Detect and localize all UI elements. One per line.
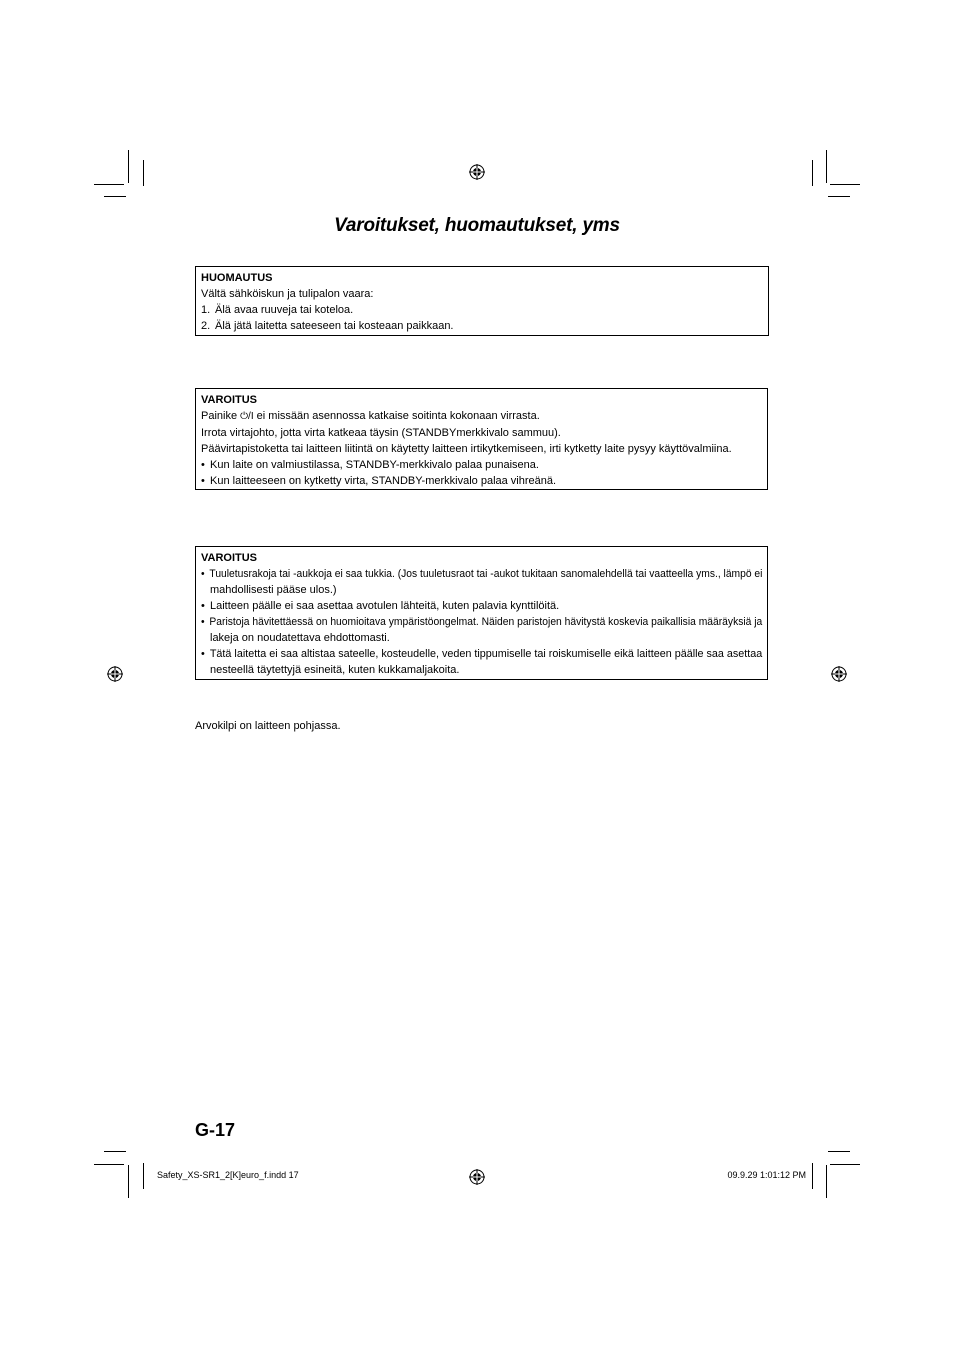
crop-mark: [830, 184, 860, 185]
bullet-item: • Kun laite on valmiustilassa, STANDBY-merkkivalo palaa punaisena.: [201, 457, 762, 473]
crop-mark: [826, 1165, 827, 1198]
notice-box: [195, 266, 769, 336]
warning-text-part: Painike: [201, 410, 238, 422]
notice-heading: HUOMAUTUS: [201, 272, 273, 284]
item-number: 2.: [201, 320, 211, 332]
crop-mark: [812, 160, 813, 186]
crop-mark: [128, 150, 129, 183]
crop-mark: [143, 1163, 144, 1189]
bullet-item: • Laitteen päälle ei saa asettaa avotulen lähteitä, kuten palavia kynttilöitä.: [201, 598, 762, 614]
bullet-item: • Tuuletusrakoja tai -aukkoja ei saa tukkia. (Jos tuuletusraot tai -aukot tukitaan sanomalehdellä tai vaatteella yms., lämpö ei: [201, 566, 726, 582]
page-number: G-17: [195, 1120, 236, 1140]
crop-mark: [143, 160, 144, 186]
crop-mark: [104, 196, 126, 197]
slug-timestamp: 09.9.29 1:01:12 PM: [727, 1170, 806, 1180]
crop-mark: [128, 1165, 129, 1198]
bullet-continuation: nesteellä täytettyjä esineitä, kuten kukkamaljakoita.: [210, 664, 460, 676]
numbered-item: [201, 318, 763, 334]
registration-mark-icon: [107, 666, 123, 682]
rating-plate-note: Arvokilpi on laitteen pohjassa.: [195, 720, 341, 732]
numbered-item: [201, 302, 763, 318]
crop-mark: [94, 184, 124, 185]
crop-mark: [828, 1151, 850, 1152]
registration-mark-icon: [469, 164, 485, 180]
item-number: 1.: [201, 304, 211, 316]
crop-mark: [94, 1164, 124, 1165]
registration-mark-icon: [469, 1169, 485, 1185]
crop-mark: [104, 1151, 126, 1152]
bullet-continuation: mahdollisesti pääse ulos.): [210, 584, 337, 596]
bullet-item: • Paristoja hävitettäessä on huomioitava ympäristöongelmat. Näiden paristojen hävitystä koskevia paikallisia määräyksiä ja: [201, 614, 727, 630]
crop-mark: [812, 1163, 813, 1189]
warning-text: Päävirtapistoketta tai laitteen liitintä on käytetty laitteen irtikytkemiseen, irti kytketty laite pysyy käyttövalmiina.: [201, 443, 732, 455]
warning-heading: VAROITUS: [201, 394, 258, 406]
crop-mark: [828, 196, 850, 197]
crop-mark: [826, 150, 827, 183]
warning-text: Irrota virtajohto, jotta virta katkeaa täysin (STANDBYmerkkivalo sammuu).: [201, 427, 561, 439]
bullet-continuation: lakeja on noudatettava ehdottomasti.: [210, 632, 390, 644]
warning-text: [201, 408, 762, 425]
item-text: Älä jätä laitetta sateeseen tai kosteaan paikkaan.: [215, 320, 454, 332]
warning-text-part: ei missään asennossa katkaise soitinta kokonaan virrasta.: [256, 410, 540, 422]
warning-box-safety: [195, 546, 768, 680]
bullet-item: • Kun laitteeseen on kytketty virta, STANDBY-merkkivalo palaa vihreänä.: [201, 473, 762, 489]
power-standby-icon: ⏻/I: [240, 411, 254, 422]
bullet-item: • Tätä laitetta ei saa altistaa sateelle, kosteudelle, veden tippumiselle tai roiskumiselle eikä laitteen päälle saa asettaa: [201, 646, 751, 662]
registration-mark-icon: [831, 666, 847, 682]
warning-box-power: [195, 388, 768, 490]
notice-text: Vältä sähköiskun ja tulipalon vaara:: [201, 288, 374, 300]
slug-filename: Safety_XS-SR1_2[K]euro_f.indd 17: [157, 1170, 299, 1180]
item-text: Älä avaa ruuveja tai koteloa.: [215, 304, 354, 316]
crop-mark: [830, 1164, 860, 1165]
page-title: Varoitukset, huomautukset, yms: [334, 215, 620, 236]
warning-heading: VAROITUS: [201, 552, 258, 564]
